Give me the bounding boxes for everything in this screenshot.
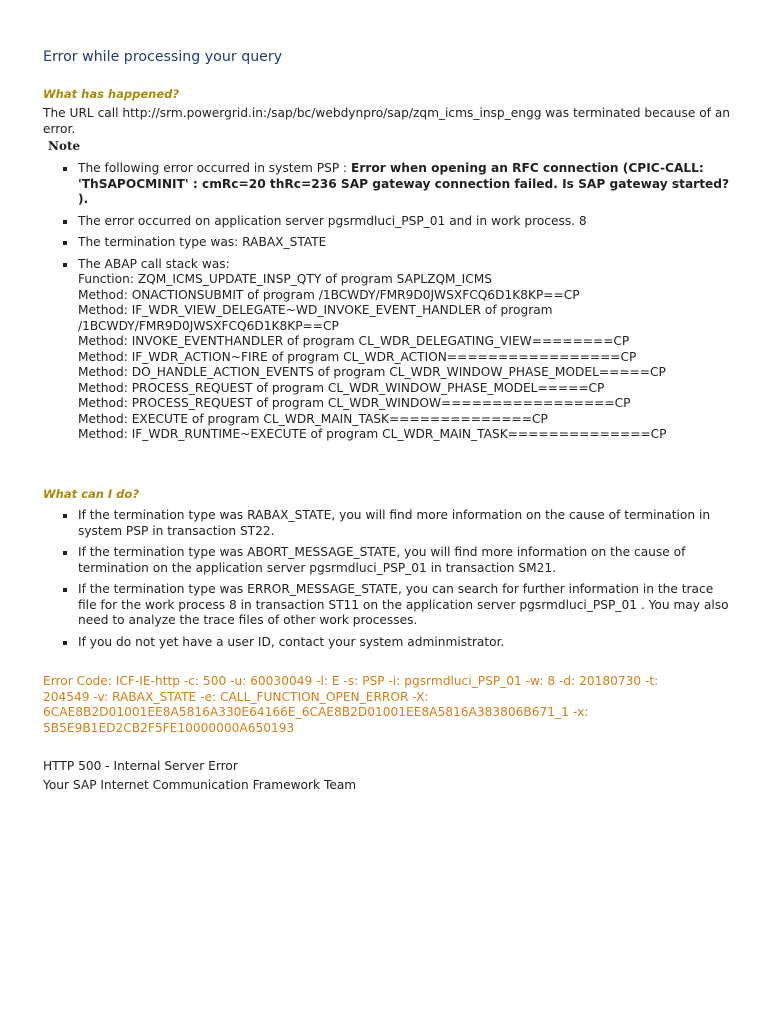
call-stack-line: Method: IF_WDR_ACTION~FIRE of program CL_WDR_ACTION=================CP	[78, 349, 637, 364]
call-stack-line: /1BCWDY/FMR9D0JWSXFCQ6D1K8KP==CP	[78, 318, 339, 333]
error-detail-prefix: The following error occurred in system PSP :	[78, 161, 352, 175]
call-stack-line: Method: ONACTIONSUBMIT of program /1BCWDY/FMR9D0JWSXFCQ6D1K8KP==CP	[78, 287, 580, 302]
error-code-line: 5B5E9B1ED2CB2F5FE10000000A650193	[43, 720, 295, 735]
what-happened-heading: What has happened?	[43, 87, 180, 101]
error-detail-item: The error occurred on application server pgsrmdluci_PSP_01 and in work process. 8	[43, 214, 733, 230]
what-can-i-do-heading: What can I do?	[43, 487, 139, 501]
action-item: If you do not yet have a user ID, contact your system adminmistrator.	[43, 635, 733, 651]
error-code-line: 6CAE8B2D01001EE8A5816A330E64166E_6CAE8B2D01001EE8A5816A383806B671_1 -x:	[43, 705, 589, 719]
action-item: If the termination type was ABORT_MESSAGE_STATE, you will find more information on the cause of termination on the application server pgsrmdluci_PSP_01 in transaction SM21.	[43, 545, 733, 576]
error-detail-message: Error when opening an RFC connection (CPIC-CALL: 'ThSAPOCMINIT' : cmRc=20 thRc=236 SAP gateway connection failed. Is SAP gateway started? ).	[78, 161, 730, 206]
call-stack-line: Method: INVOKE_EVENTHANDLER of program CL_WDR_DELEGATING_VIEW========CP	[78, 334, 630, 348]
call-stack-line: The ABAP call stack was:	[78, 256, 230, 271]
note-label: Note	[48, 139, 81, 153]
error-details-list	[43, 161, 733, 449]
error-detail-item: The termination type was: RABAX_STATE	[43, 235, 733, 251]
call-stack-line: Method: IF_WDR_RUNTIME~EXECUTE of program CL_WDR_MAIN_TASK==============CP	[78, 427, 667, 441]
action-item: If the termination type was RABAX_STATE, you will find more information on the cause of termination in system PSP in transaction ST22.	[43, 508, 733, 539]
footer	[43, 757, 733, 795]
http-status-text: HTTP 500 - Internal Server Error	[43, 759, 238, 773]
error-code-line: Error Code: ICF-IE-http -c: 500 -u: 60030049 -l: E -s: PSP -i: pgsrmdluci_PSP_01 -w: 8 -d: 20180730 -t:	[43, 674, 659, 688]
call-stack-item	[43, 257, 733, 443]
call-stack-line: Method: DO_HANDLE_ACTION_EVENTS of program CL_WDR_WINDOW_PHASE_MODEL=====CP	[78, 365, 666, 379]
call-stack-line: Method: PROCESS_REQUEST of program CL_WDR_WINDOW_PHASE_MODEL=====CP	[78, 380, 605, 395]
page-title: Error while processing your query	[43, 49, 283, 65]
call-stack-line: Method: IF_WDR_VIEW_DELEGATE~WD_INVOKE_EVENT_HANDLER of program	[78, 303, 553, 317]
call-stack-line: Method: EXECUTE of program CL_WDR_MAIN_TASK==============CP	[78, 411, 548, 426]
call-stack-line: Function: ZQM_ICMS_UPDATE_INSP_QTY of program SAPLZQM_ICMS	[78, 272, 492, 286]
error-detail-item	[43, 161, 733, 208]
action-list	[43, 508, 733, 656]
call-stack-line: Method: PROCESS_REQUEST of program CL_WDR_WINDOW=================CP	[78, 396, 631, 410]
error-code-block	[43, 674, 733, 736]
what-happened-text: The URL call http://srm.powergrid.in:/sap/bc/webdynpro/sap/zqm_icms_insp_engg was terminated because of an error.	[43, 106, 731, 136]
error-code-line: 204549 -v: RABAX_STATE -e: CALL_FUNCTION_OPEN_ERROR -X:	[43, 689, 429, 704]
action-item: If the termination type was ERROR_MESSAGE_STATE, you can search for further information in the trace file for the work process 8 in transaction ST11 on the application server pgsrmdluci_PSP_01 . You may also need to analyze the trace files of other work processes.	[43, 582, 733, 629]
team-signature: Your SAP Internet Communication Framework Team	[43, 778, 357, 792]
